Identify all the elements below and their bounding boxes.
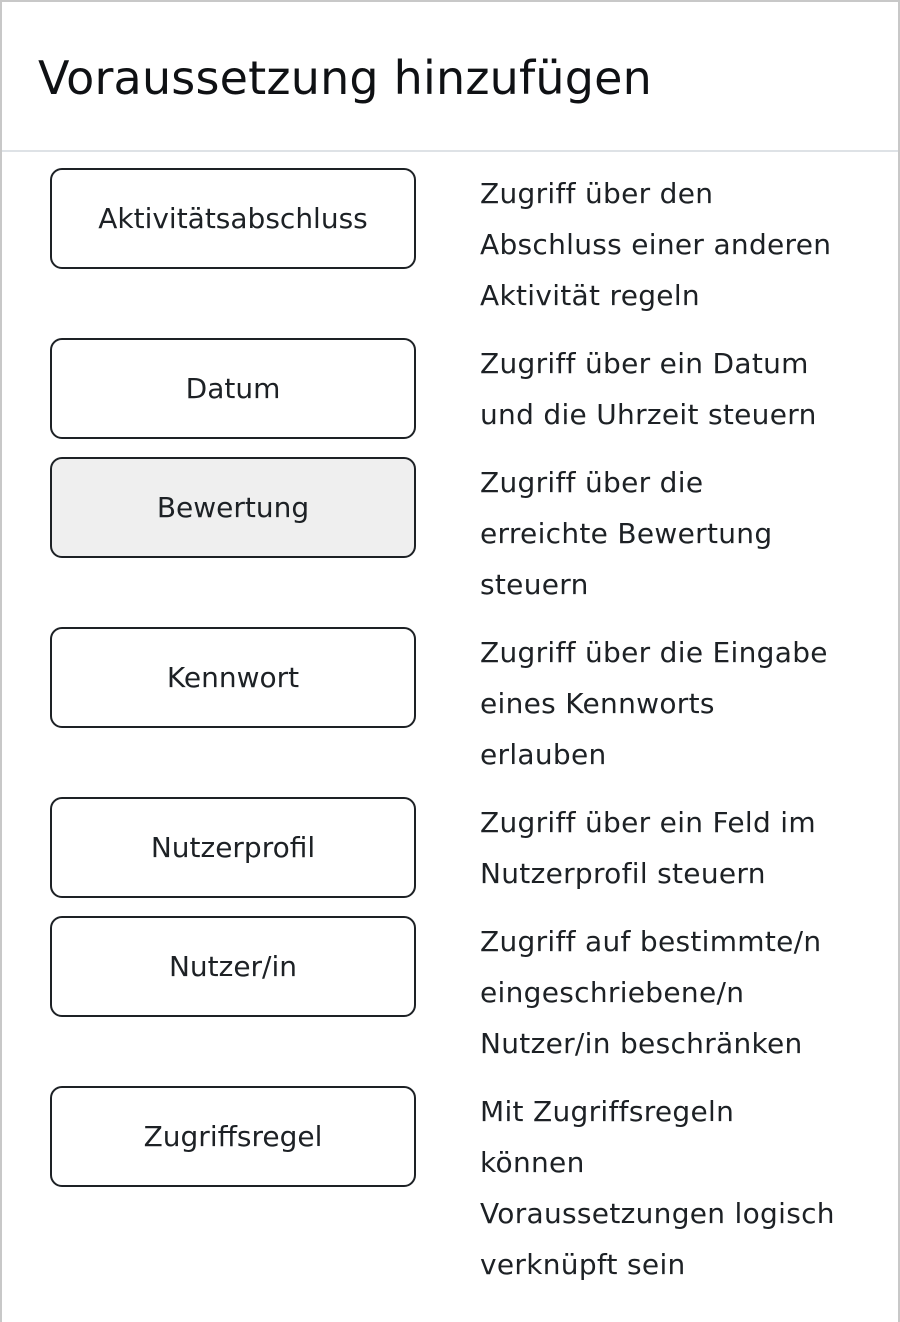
description-line: Zugriff über den: [480, 177, 714, 210]
description-line: eines Kennworts: [480, 687, 715, 720]
description-line: erreichte Bewertung: [480, 517, 773, 550]
description-line: Zugriff über die: [480, 466, 704, 499]
description-line: eingeschriebene/n: [480, 976, 745, 1009]
grade-description: [480, 457, 890, 610]
user-profile-button[interactable]: Nutzerprofil: [50, 797, 416, 898]
restriction-set-button[interactable]: Zugriffsregel: [50, 1086, 416, 1187]
description-line: verknüpft sein: [480, 1248, 686, 1281]
dialog-header: [2, 2, 898, 152]
activity-completion-description: [480, 168, 890, 321]
description-line: können: [480, 1146, 585, 1179]
dialog-title: Voraussetzung hinzufügen: [38, 51, 653, 105]
activity-completion-button[interactable]: Aktivitätsabschluss: [50, 168, 416, 269]
password-description: [480, 627, 890, 780]
description-line: Mit Zugriffsregeln: [480, 1095, 735, 1128]
description-line: Zugriff über ein Datum: [480, 347, 809, 380]
date-description: [480, 338, 890, 440]
password-button[interactable]: Kennwort: [50, 627, 416, 728]
grade-button[interactable]: Bewertung: [50, 457, 416, 558]
description-line: Voraussetzungen logisch: [480, 1197, 835, 1230]
description-line: Nutzerprofil steuern: [480, 857, 766, 890]
date-button[interactable]: Datum: [50, 338, 416, 439]
restriction-set-description: [480, 1086, 890, 1290]
user-profile-description: [480, 797, 890, 899]
description-line: Aktivität regeln: [480, 279, 700, 312]
description-line: erlauben: [480, 738, 607, 771]
user-button[interactable]: Nutzer/in: [50, 916, 416, 1017]
description-line: Abschluss einer anderen: [480, 228, 832, 261]
description-line: Zugriff auf bestimmte/n: [480, 925, 822, 958]
description-line: Zugriff über die Eingabe: [480, 636, 828, 669]
user-description: [480, 916, 890, 1069]
description-line: Zugriff über ein Feld im: [480, 806, 816, 839]
description-line: und die Uhrzeit steuern: [480, 398, 817, 431]
description-line: Nutzer/in beschränken: [480, 1027, 803, 1060]
description-line: steuern: [480, 568, 589, 601]
